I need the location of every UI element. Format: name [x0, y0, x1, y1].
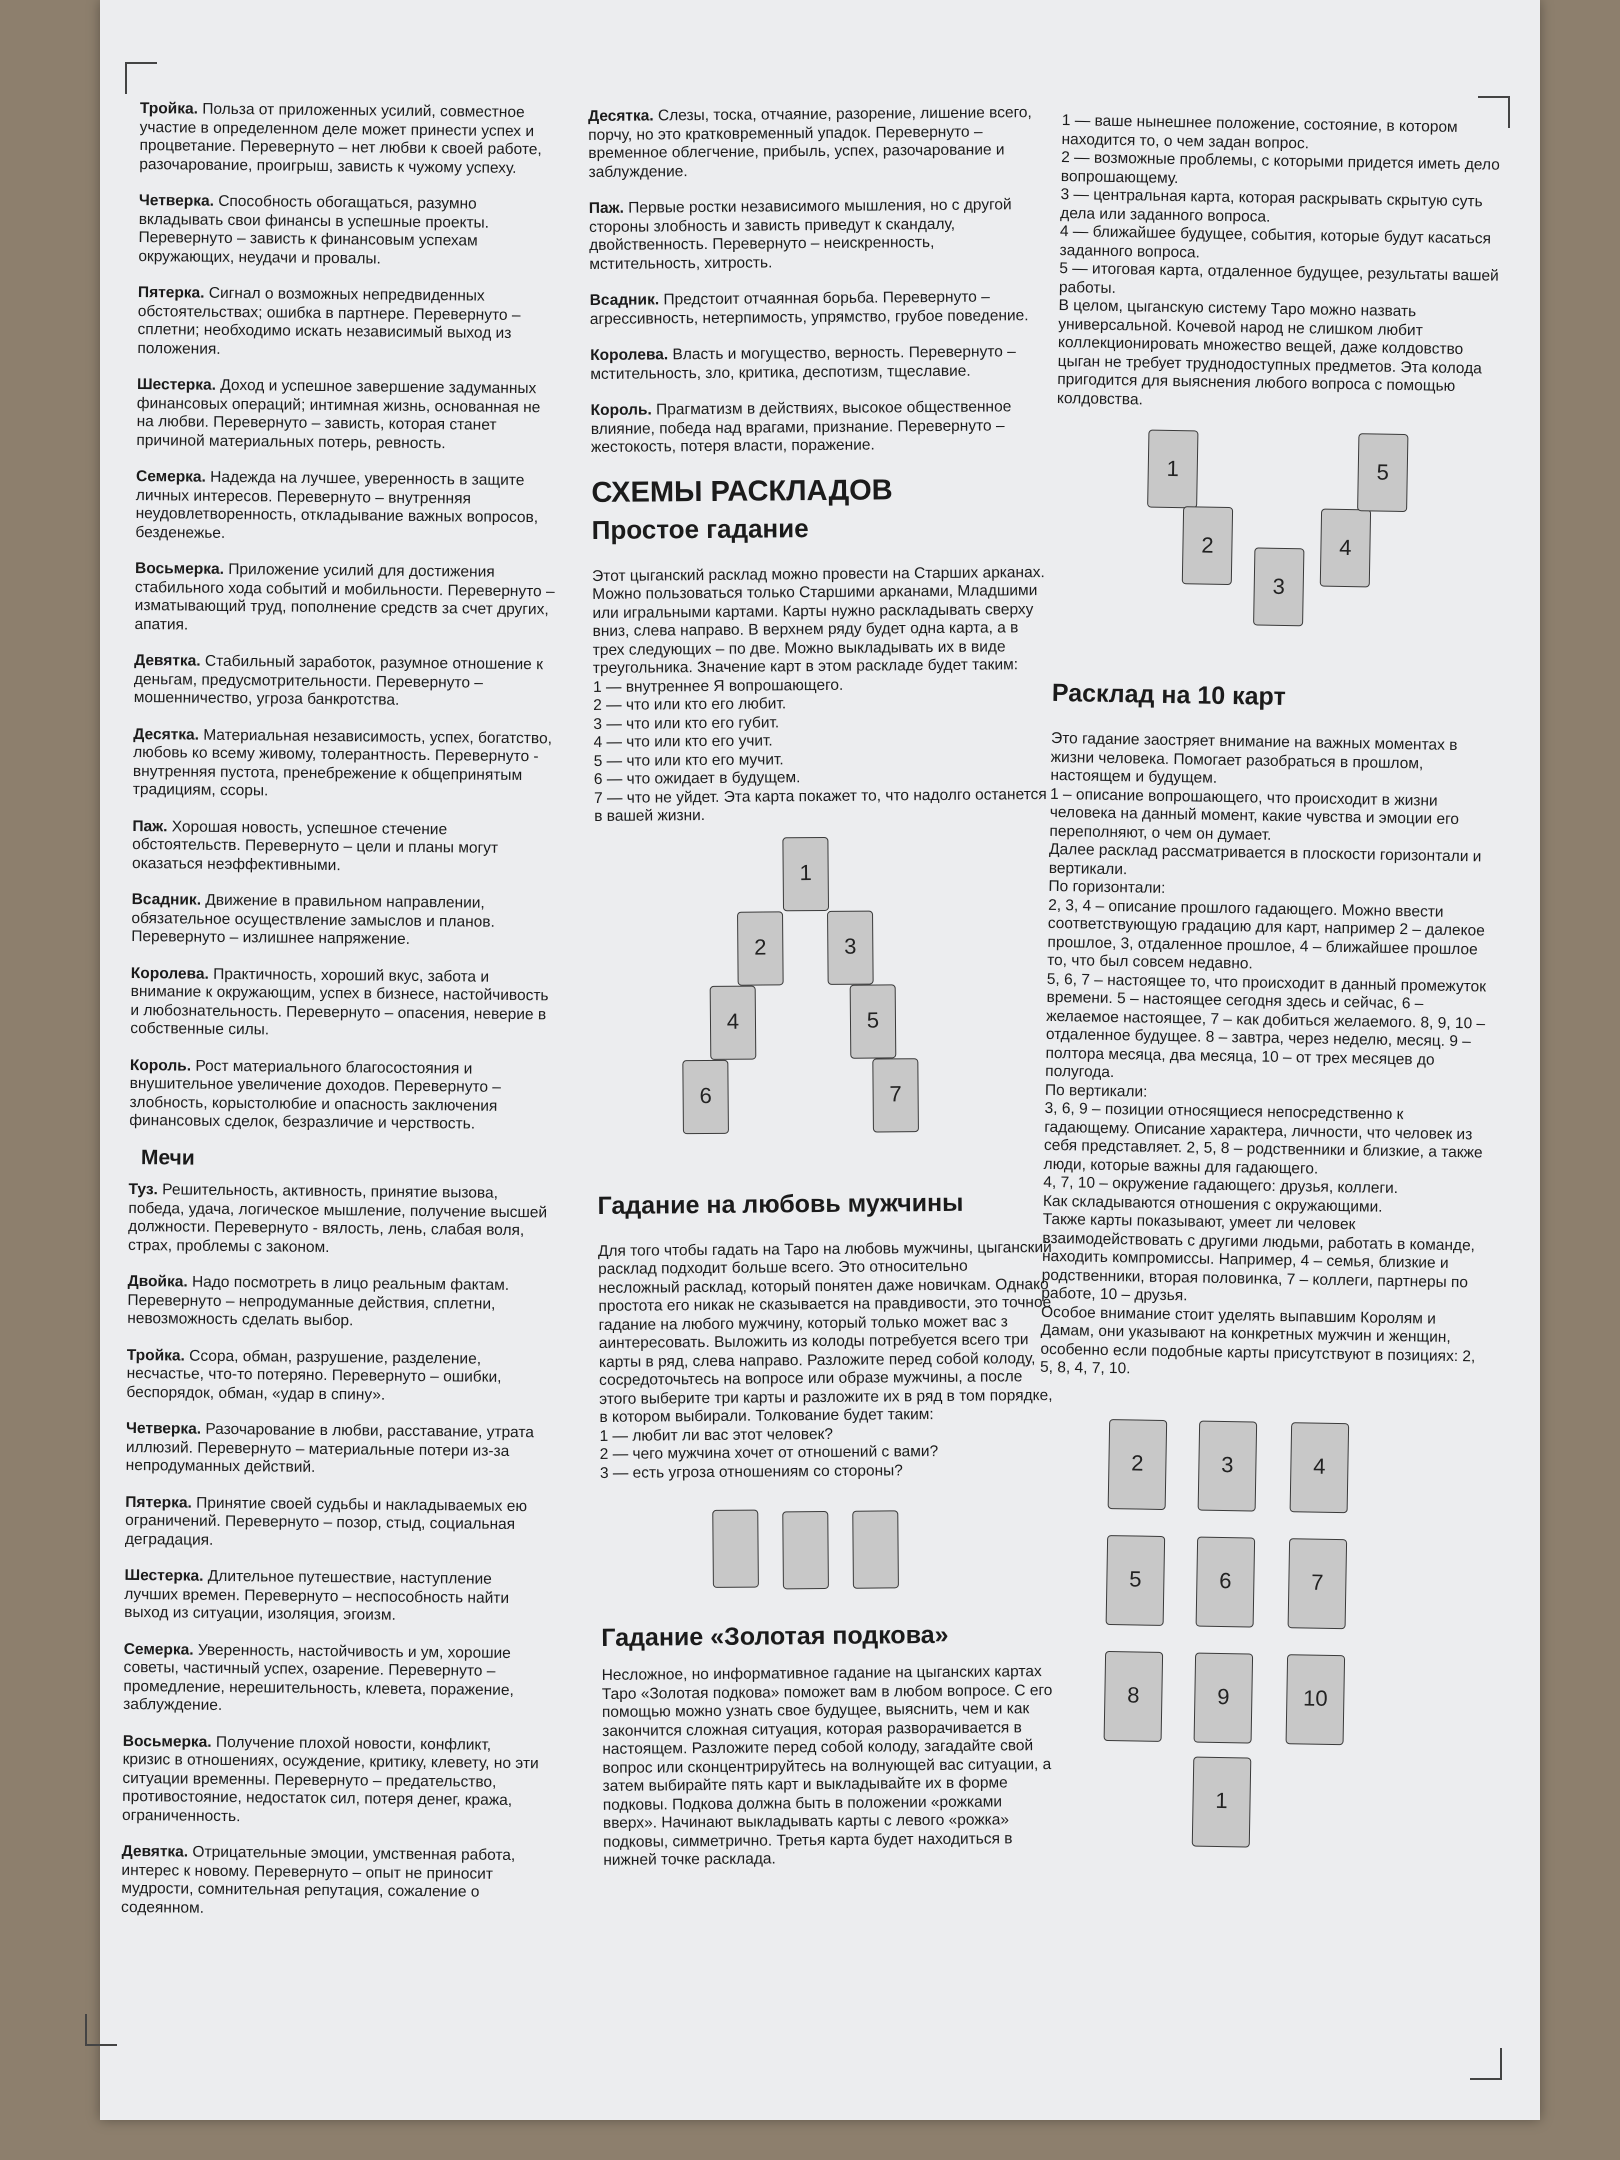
- list-item: 5, 6, 7 – настоящее то, что происходит в данный промежуток времени. 5 – настоящее сегодня здесь и сейчас, 6 – желаемое настоящее, 7 – как добиться желаемого. 8, 9, 10 – отдаленное будущее. 8 – завтра, через неделю, месяц. 9 – полтора месяца, два месяца, 10 – от трех месяцев до полугода.: [1045, 970, 1487, 1082]
- entry: [591, 398, 1046, 457]
- ten-card-text: [1040, 730, 1491, 1385]
- ten-card-4: 4: [1290, 1422, 1350, 1513]
- ten-card-8: 8: [1104, 1650, 1164, 1741]
- entry-title: Королева.: [590, 346, 669, 364]
- entry-text: Решительность, активность, принятие вызова, победа, удача, логическое мышление, получение высшей должности. Перевернуто - вялость, лень, слабая воля, страх, проблемы с законом.: [127, 1181, 548, 1256]
- card-1: 1: [782, 836, 829, 910]
- entry-text: Власть и могущество, верность. Перевернуто – мстительность, зло, критика, деспотизм, тщеславие.: [590, 343, 1016, 383]
- entry: [127, 1273, 548, 1333]
- entry-text: Приложение усилий для достижения стабильного хода событий и мобильности. Перевернуто – изматывающий труд, пополнение средств за счет других, апатия.: [134, 560, 555, 634]
- love-card-2: [782, 1511, 829, 1589]
- list-item: 5 — итоговая карта, отдаленное будущее, результаты вашей работы.: [1058, 259, 1499, 297]
- entry-text: Хорошая новость, успешное стечение обстоятельств. Перевернуто – цели и планы могут оказаться неэффективными.: [131, 817, 499, 874]
- swords-entries-continued: [588, 104, 1046, 457]
- crop-mark-top-left: [125, 62, 157, 94]
- ten-card-7: 7: [1288, 1538, 1348, 1629]
- list-item: 2 — что или кто его любит.: [593, 695, 787, 714]
- entry-text: Сигнал о возможных непредвиденных обстоятельствах; ошибка в партнере. Перевернуто – сплетни; необходимо искать независимый выход из положения.: [137, 284, 521, 358]
- card-3: 3: [827, 910, 874, 984]
- entry-title: Король.: [129, 1056, 192, 1075]
- column-1: [121, 100, 560, 1939]
- column-2: [588, 104, 1058, 1870]
- entry-title: Паж.: [588, 199, 625, 217]
- list-item: Как складываются отношения с окружающими.: [1042, 1192, 1383, 1216]
- entry-text: Надежда на лучшее, уверенность в защите личных интересов. Перевернуто – внутренняя неудовлетворенность, откладывание важных вопросов, безденежье.: [135, 468, 539, 542]
- horseshoe-card-2: 2: [1182, 506, 1233, 585]
- entry: [130, 964, 551, 1042]
- entry-text: Польза от приложенных усилий, совместное участие в определенном деле может принести успех и процветание. Перевернуто – нет любви к своей работе, разочарование, проигрыш, зависть к чужому успеху.: [139, 100, 542, 177]
- entry: [129, 1056, 550, 1134]
- love-reading-diagram: [600, 1479, 1056, 1603]
- entry-title: Пятерка.: [125, 1493, 192, 1512]
- horseshoe-positions-list: [1059, 112, 1502, 305]
- entry-text: Отрицательные эмоции, умственная работа, интерес к новому. Перевернуто – опыт не приносит мудрости, сомнительная репутация, сожаление о содеянном.: [120, 1843, 516, 1917]
- list-item: Это гадание заостряет внимание на важных моментах в жизни человека. Помогает разобраться в прошлом, настоящем и будущем.: [1050, 729, 1458, 787]
- entry: [132, 817, 553, 877]
- entry-text: Предстоит отчаянная борьба. Перевернуто – агрессивность, нетерпимость, упрямство, грубое поведение.: [589, 288, 1029, 328]
- entry-title: Десятка.: [133, 725, 200, 744]
- ten-card-3: 3: [1198, 1420, 1258, 1511]
- entry-title: Тройка.: [126, 1346, 185, 1365]
- entry: [131, 891, 552, 951]
- list-item: 3, 6, 9 – позиции относящиеся непосредственно к гадающему. Описание характера, личности, что человек из себя представляет. 2, 5, 8 – родственники и близкие, а также люди, которые важны для гадающего.: [1043, 1099, 1483, 1178]
- card-2: 2: [737, 911, 784, 985]
- horseshoe-diagram: [1052, 408, 1496, 666]
- entry-text: Слезы, тоска, отчаяние, разорение, лишение всего, порчу, но это кратковременный упадок. Перевернуто – временное облегчение, прибыль, успех, разочарование и заблуждение.: [588, 104, 1032, 181]
- entry-title: Тройка.: [139, 100, 199, 118]
- entry-text: Прагматизм в действиях, высокое общественное влияние, победа над врагами, признание. Перевернуто – жестокость, потеря власти, поражение.: [590, 398, 1012, 456]
- entry-title: Пятерка.: [137, 283, 205, 302]
- horseshoe-text: Несложное, но информативное гадание на цыганских картах Таро «Золотая подкова» поможет вам в любом вопросе. С его помощью можно узнать свое будущее, выяснить, чем и как закончится сложная ситуация, которая разворачивается в настоящем. Разложите перед собой колоду, загадайте свой вопрос или сконцентрируйтесь на волнующей вас ситуации, а затем выбирайте пять карт и выкладывайте их в форме подковы. Подкова должна быть в положении «рожками вверх». Начинают выкладывать карты с левого «рожка» подковы, симметрично. Третья карта будет находиться в нижней точке расклада.: [601, 1663, 1053, 1869]
- crop-mark-bottom-left: [85, 2014, 117, 2046]
- schemes-title: СХЕМЫ РАСКЛАДОВ: [591, 473, 893, 509]
- swords-section-title: Мечи: [140, 1145, 195, 1170]
- entry-title: Королева.: [130, 964, 209, 983]
- entry-text: Получение плохой новости, конфликт, кризис в отношениях, осуждение, критику, клевету, но эти ситуации временны. Перевернуто – предательство, противостояние, недостаток сил, потеря денег, кража, ограниченность.: [121, 1733, 539, 1825]
- entry-text: Доход и успешное завершение задуманных финансовых операций; интимная жизнь, основанная не на любви. Перевернуто – зависть, которая станет причиной материальных потерь, ревность.: [136, 376, 541, 452]
- entry-text: Движение в правильном направлении, обязательное осуществление замыслов и планов. Перевернуто – излишнее напряжение.: [131, 891, 495, 948]
- list-item: Также карты показывают, умеет ли человек взаимодействовать с другими людьми, работать в команде, находить компромиссы. Например, 4 – семья, близкие и родственники, вторая половинка, 7 – коллеги, партнеры по работе, 10 – друзья.: [1041, 1210, 1476, 1305]
- entry: [121, 1843, 542, 1921]
- ten-card-title: Расклад на 10 карт: [1051, 678, 1286, 711]
- entry-title: Четверка.: [125, 1419, 202, 1438]
- love-card-3: [852, 1510, 899, 1588]
- entry-title: Четверка.: [138, 191, 215, 210]
- list-item: Особое внимание стоит уделять выпавшим Королям и Дамам, они указывают на конкретных мужчин и женщин, особенно если подобные карты присутствуют в позициях: 2, 5, 8, 4, 7, 10.: [1039, 1303, 1476, 1378]
- horseshoe-card-1: 1: [1147, 430, 1198, 509]
- simple-reading-list: [593, 675, 1049, 827]
- entry-title: Паж.: [132, 817, 168, 835]
- entry-title: Туз.: [128, 1180, 158, 1199]
- entry: [590, 343, 1045, 384]
- entry-text: Рост материального благосостояния и внушительное увеличение доходов. Перевернуто – злобность, корыстолюбие и опасность заключения финансовых сделок, безразличие и черствость.: [129, 1057, 502, 1133]
- entry-text: Разочарование в любви, расставание, утрата иллюзий. Перевернуто – материальные потери из-за непродуманных действий.: [125, 1420, 535, 1476]
- entry: [126, 1420, 547, 1480]
- simple-reading-text: Этот цыганский расклад можно провести на Старших арканах. Можно пользоваться только Старшими арканами, Младшими или игральными картами. Карты нужно раскладывать сверху вниз, слева направо. В верхнем ряду будет одна карта, а в трех следующих – по две. Можно выкладывать их в виде треугольника. Значение карт в этом раскладе будет таким:: [592, 563, 1045, 677]
- entry: [124, 1567, 545, 1627]
- gypsy-tarot-text: В целом, цыганскую систему Таро можно назвать универсальной. Кочевой народ не слишком любит коллекционировать множество вещей, даже колдовство цыган не требует труднодоступных предметов. Эта колода пригодится для выяснения любого вопроса с помощью колдовства.: [1056, 296, 1482, 408]
- ten-card-9: 9: [1194, 1652, 1254, 1743]
- ten-card-5: 5: [1106, 1535, 1166, 1626]
- horseshoe-card-4: 4: [1320, 509, 1371, 588]
- entry-text: Материальная независимость, успех, богатство, любовь ко всему живому, толерантность. Перевернуто - внутренняя пустота, пренебрежение к общепринятым традициям, ссоры.: [132, 726, 553, 800]
- card-6: 6: [682, 1059, 729, 1133]
- list-item: 3 — что или кто его губит.: [593, 713, 780, 733]
- list-item: 2 — чего мужчина хочет от отношений с вами?: [599, 1442, 939, 1463]
- love-reading-list: [600, 1423, 1055, 1482]
- column-3: [1032, 112, 1502, 1855]
- pentacles-entries: [129, 100, 560, 1135]
- simple-reading-title: Простое гадание: [591, 512, 809, 545]
- entry-title: Десятка.: [588, 107, 654, 125]
- ten-card-2: 2: [1108, 1419, 1168, 1510]
- entry-title: Шестерка.: [136, 375, 217, 394]
- list-item: Далее расклад рассматривается в плоскости горизонтали и вертикали.: [1048, 840, 1482, 878]
- horseshoe-title: Гадание «Золотая подкова»: [601, 1620, 949, 1652]
- entry-text: Ссора, обман, разрушение, разделение, несчастье, что-то потеряно. Перевернуто – ошибки, беспорядок, обман, «удар в спину».: [126, 1347, 502, 1404]
- entry: [123, 1640, 544, 1718]
- entry: [588, 104, 1044, 182]
- entry: [122, 1732, 543, 1829]
- entry-text: Надо посмотреть в лицо реальным фактам. Перевернуто – непродуманные действия, сплетни, невозможность сделать выбор.: [127, 1273, 510, 1330]
- list-item: По вертикали:: [1044, 1081, 1148, 1101]
- entry-title: Семерка.: [123, 1640, 194, 1659]
- entry-text: Практичность, хороший вкус, забота и внимание к окружающим, успех в бизнесе, настойчивость и любознательность. Перевернуто – опасения, неверие в собственные силы.: [130, 965, 549, 1039]
- entry: [133, 725, 554, 803]
- list-item: 3 — центральная карта, которая раскрывать скрытую суть дела или заданного вопроса.: [1060, 185, 1483, 226]
- entry: [135, 468, 556, 546]
- entry-text: Длительное путешествие, наступление лучших времен. Перевернуто – неспособность найти выход из ситуации, изоляция, эгоизм.: [124, 1567, 510, 1624]
- entry-title: Шестерка.: [124, 1566, 204, 1585]
- love-reading-title: Гадание на любовь мужчины: [597, 1188, 964, 1220]
- entry: [139, 100, 560, 178]
- horseshoe-card-3: 3: [1253, 547, 1304, 626]
- entry: [589, 196, 1045, 274]
- entry: [128, 1181, 549, 1259]
- card-7: 7: [872, 1058, 919, 1132]
- entry: [136, 376, 557, 454]
- entry-title: Двойка.: [127, 1272, 188, 1291]
- entry-title: Девятка.: [121, 1842, 189, 1861]
- entry: [590, 288, 1045, 329]
- list-item: 4 — что или кто его учит.: [593, 732, 773, 751]
- ten-card-1: 1: [1192, 1756, 1252, 1847]
- list-item: 4, 7, 10 – окружение гадающего: друзья, коллеги.: [1043, 1173, 1399, 1198]
- entry-text: Способность обогащаться, разумно вкладывать свои финансы в успешные проекты. Перевернуто – зависть к финансовым успехам окружающих, неудачи и провалы.: [138, 192, 490, 268]
- entry-title: Всадник.: [131, 890, 202, 909]
- entry-title: Семерка.: [135, 467, 207, 486]
- list-item: 4 — ближайшее будущее, события, которые будут касаться заданного вопроса.: [1059, 222, 1492, 261]
- list-item: 1 – описание вопрошающего, что происходит в жизни человека на данный момент, какие чувства и эмоции его переполняют, о чем он думает.: [1049, 785, 1460, 844]
- list-item: 1 — внутреннее Я вопрошающего.: [592, 676, 844, 696]
- simple-reading-diagram: [594, 823, 1052, 1157]
- entry-text: Стабильный заработок, разумное отношение к деньгам, предусмотрительности. Перевернуто – мошенничество, угроза банкротства.: [133, 652, 544, 709]
- swords-entries: [121, 1181, 549, 1921]
- list-item: 3 — есть угроза отношениям со стороны?: [599, 1461, 903, 1482]
- entry-title: Восьмерка.: [135, 559, 225, 578]
- entry-title: Всадник.: [589, 291, 660, 309]
- entry-title: Восьмерка.: [122, 1732, 212, 1751]
- list-item: 1 — любит ли вас этот человек?: [599, 1425, 834, 1445]
- horseshoe-card-5: 5: [1357, 433, 1408, 512]
- entry-text: Первые ростки независимого мышления, но с другой стороны злобность и зависть приведут к скандалу, двойственность. Перевернуто – неискренность, мстительность, хитрость.: [588, 196, 1012, 273]
- list-item: 2 — возможные проблемы, с которыми придется иметь дело вопрошающему.: [1060, 148, 1500, 187]
- list-item: 2, 3, 4 – описание прошлого гадающего. Можно ввести соответствующую градацию для карт, например 2 – далекое прошлое, 3, отдаленное прошлое, 4 – ближайшее прошлое то, что был совсем недавно.: [1047, 896, 1485, 973]
- love-reading-text: Для того чтобы гадать на Таро на любовь мужчины, цыганский расклад подходит больше всего. Это относительно несложный расклад, который понятен даже новичкам. Однако простота его никак не сказывается на правдивости, это точное гадание на любого мужчину, который только может вас з аинтересовать. Выложить из колоды потребуется всего три карты в ряд, слева направо. Разложите перед собой колоду, сосредоточьтесь на вопросе или образе мужчины, а после этого выберите три карты и разложите их в ряд в том порядке, в котором выбирали. Толкование будет таким:: [597, 1238, 1053, 1426]
- entry: [126, 1346, 547, 1406]
- entry-text: Принятие своей судьбы и накладываемых ею ограничений. Перевернуто – позор, стыд, социальная деградация.: [124, 1494, 528, 1549]
- ten-card-diagram: [1032, 1377, 1480, 1855]
- entry: [125, 1493, 546, 1553]
- list-item: По горизонтали:: [1048, 877, 1166, 897]
- crop-mark-bottom-right: [1470, 2048, 1502, 2080]
- entry: [134, 652, 555, 712]
- entry: [138, 192, 559, 270]
- entry: [134, 560, 555, 638]
- love-card-1: [712, 1510, 759, 1588]
- card-4: 4: [710, 985, 757, 1059]
- card-5: 5: [850, 984, 897, 1058]
- entry: [137, 284, 558, 362]
- ten-card-6: 6: [1196, 1536, 1256, 1627]
- list-item: 6 — что ожидает в будущем.: [593, 769, 801, 788]
- entry-text: Уверенность, настойчивость и ум, хорошие советы, частичный успех, озарение. Перевернуто – промедление, нерешительность, клевета, поражение, заблуждение.: [123, 1641, 514, 1714]
- list-item: 7 — что не уйдет. Эта карта покажет то, что надолго останется в вашей жизни.: [593, 785, 1047, 825]
- list-item: 1 — ваше нынешнее положение, состояние, в котором находится то, о чем задан вопрос.: [1061, 112, 1458, 152]
- entry-title: Король.: [590, 401, 652, 419]
- entry-title: Девятка.: [134, 651, 201, 670]
- ten-card-10: 10: [1286, 1654, 1346, 1745]
- list-item: 5 — что или кто его мучит.: [593, 750, 784, 770]
